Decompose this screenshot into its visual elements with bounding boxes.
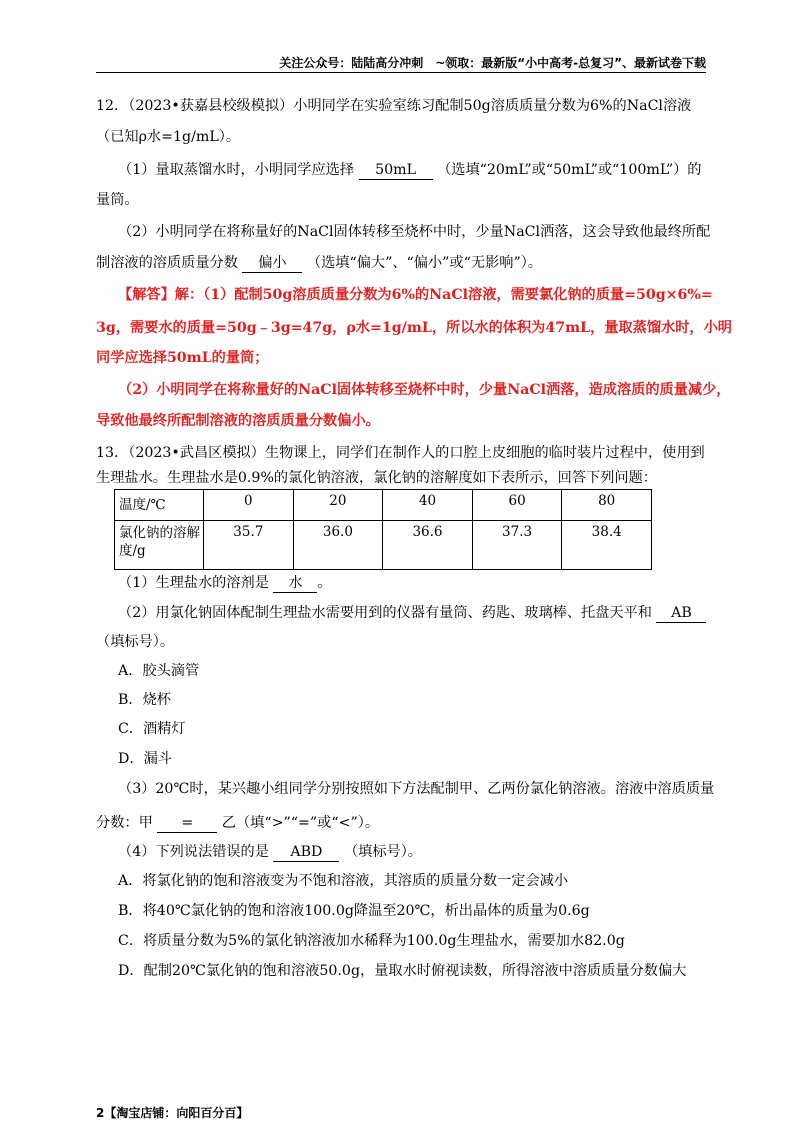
- q12-part1-tail: 量筒。: [96, 192, 139, 208]
- table-cell: 20: [293, 490, 383, 521]
- table-cell: 0: [204, 490, 294, 521]
- q13-part2-tail: （填标号）。: [96, 634, 175, 650]
- q13-part3: [96, 813, 379, 833]
- q13-part4-end: （填标号）。: [343, 844, 422, 860]
- q13-stem-line1: 13．（2023•武昌区模拟）生物课上，同学们在制作人的口腔上皮细胞的临时装片过程中，使用到: [96, 445, 705, 461]
- q12-part1-text: （1）量取蒸馏水时，小明同学应选择: [118, 162, 355, 178]
- q12-part2-line1: （2）小明同学在将称量好的NaCl固体转移至烧杯中时，少量NaCl洒落，这会导致他最终所配: [118, 224, 711, 240]
- q13-part1: [118, 573, 332, 593]
- table-cell: 36.6: [383, 521, 473, 570]
- q12-part2-text: 制溶液的溶质质量分数: [96, 255, 238, 271]
- table-row-temperature: [115, 490, 652, 521]
- table-cell: 35.7: [204, 521, 294, 570]
- q12-solution-line1: 【解答】解：（1）配制50g溶质质量分数为6%的NaCl溶液，需要氯化钠的质量=50g×6%=: [118, 287, 713, 303]
- table-cell: 80: [562, 490, 652, 521]
- table-cell: 36.0: [293, 521, 383, 570]
- q13-part1-text: （1）生理盐水的溶剂是: [118, 575, 269, 591]
- q12-solution-line3: 同学应选择50mL的量筒；: [96, 350, 269, 366]
- solubility-table: [114, 489, 652, 570]
- q13-option-c: C．酒精灯: [118, 721, 186, 737]
- q13-statement-d: D．配制20℃氯化钠的饱和溶液50.0g，量取水时俯视读数，所得溶液中溶质质量分数偏大: [118, 963, 687, 979]
- q12-part2-answer: 偏小: [242, 254, 302, 273]
- q13-part3-options: 乙（填“>”“=”或“<”）。: [221, 815, 380, 831]
- table-header-temperature: 温度/℃: [115, 490, 204, 521]
- q13-stem-line2: 生理盐水。生理盐水是0.9%的氯化钠溶液，氯化钠的溶解度如下表所示，回答下列问题：: [96, 470, 657, 486]
- q13-option-d: D．漏斗: [118, 751, 172, 767]
- q12-solution-line4: （2）小明同学在将称量好的NaCl固体转移至烧杯中时，少量NaCl洒落，造成溶质的质量减少，: [118, 382, 731, 398]
- q12-solution-line5: 导致他最终所配制溶液的溶质质量分数偏小。: [96, 413, 380, 429]
- table-row-solubility: [115, 521, 652, 570]
- q13-part4: [118, 842, 422, 862]
- q13-part4-text: （4）下列说法错误的是: [118, 844, 269, 860]
- q13-part1-end: 。: [317, 575, 332, 591]
- table-cell: 38.4: [562, 521, 652, 570]
- page-footer: 2【淘宝店铺：向阳百分百】: [96, 1106, 249, 1120]
- q12-stem-line1: 12．（2023•获嘉县校级模拟）小明同学在实验室练习配制50g溶质质量分数为6%的NaCl溶液: [96, 98, 692, 114]
- q12-solution-line2: 3g，需要水的质量=50g﹣3g=47g，ρ水=1g/mL，所以水的体积为47mL，量取蒸馏水时，小明: [96, 320, 732, 336]
- q13-part3-answer: =: [157, 814, 217, 833]
- q13-part2: [118, 603, 706, 623]
- q13-option-b: B．烧杯: [118, 692, 171, 708]
- q13-part3-text: 分数：甲: [96, 815, 153, 831]
- q12-part1-options: （选填“20mL”或“50mL”或“100mL”）的: [437, 162, 702, 178]
- q12-part2: [96, 253, 542, 273]
- q12-part2-options: （选填“偏大”、“偏小”或“无影响”）。: [306, 255, 542, 271]
- page-header: 关注公众号：陆陆高分冲刺 ~领取：最新版“小中高考-总复习”、最新试卷下载: [279, 56, 706, 70]
- q13-part2-text: （2）用氯化钠固体配制生理盐水需要用到的仪器有量筒、药匙、玻璃棒、托盘天平和: [118, 605, 652, 621]
- table-cell: 40: [383, 490, 473, 521]
- table-cell: 37.3: [472, 521, 562, 570]
- q13-statement-b: B．将40℃氯化钠的饱和溶液100.0g降温至20℃，析出晶体的质量为0.6g: [118, 903, 590, 919]
- table-header-solubility: 氯化钠的溶解度/g: [115, 521, 204, 570]
- q13-part1-answer: 水: [273, 574, 317, 593]
- table-cell: 60: [472, 490, 562, 521]
- q12-stem-line2: （已知ρ水=1g/mL）。: [96, 129, 241, 145]
- header-rule: [96, 72, 706, 73]
- q13-option-a: A．胶头滴管: [118, 663, 200, 679]
- q12-part1: [118, 160, 702, 180]
- q13-part4-answer: ABD: [273, 843, 339, 862]
- q13-statement-a: A．将氯化钠的饱和溶液变为不饱和溶液，其溶质的质量分数一定会减小: [118, 873, 569, 889]
- q12-part1-answer: 50mL: [359, 161, 433, 180]
- q13-part3-line1: （3）20℃时，某兴趣小组同学分别按照如下方法配制甲、乙两份氯化钠溶液。溶液中溶质质量: [118, 781, 715, 797]
- q13-part2-answer: AB: [656, 604, 706, 623]
- q13-statement-c: C．将质量分数为5%的氯化钠溶液加水稀释为100.0g生理盐水，需要加水82.0g: [118, 933, 625, 949]
